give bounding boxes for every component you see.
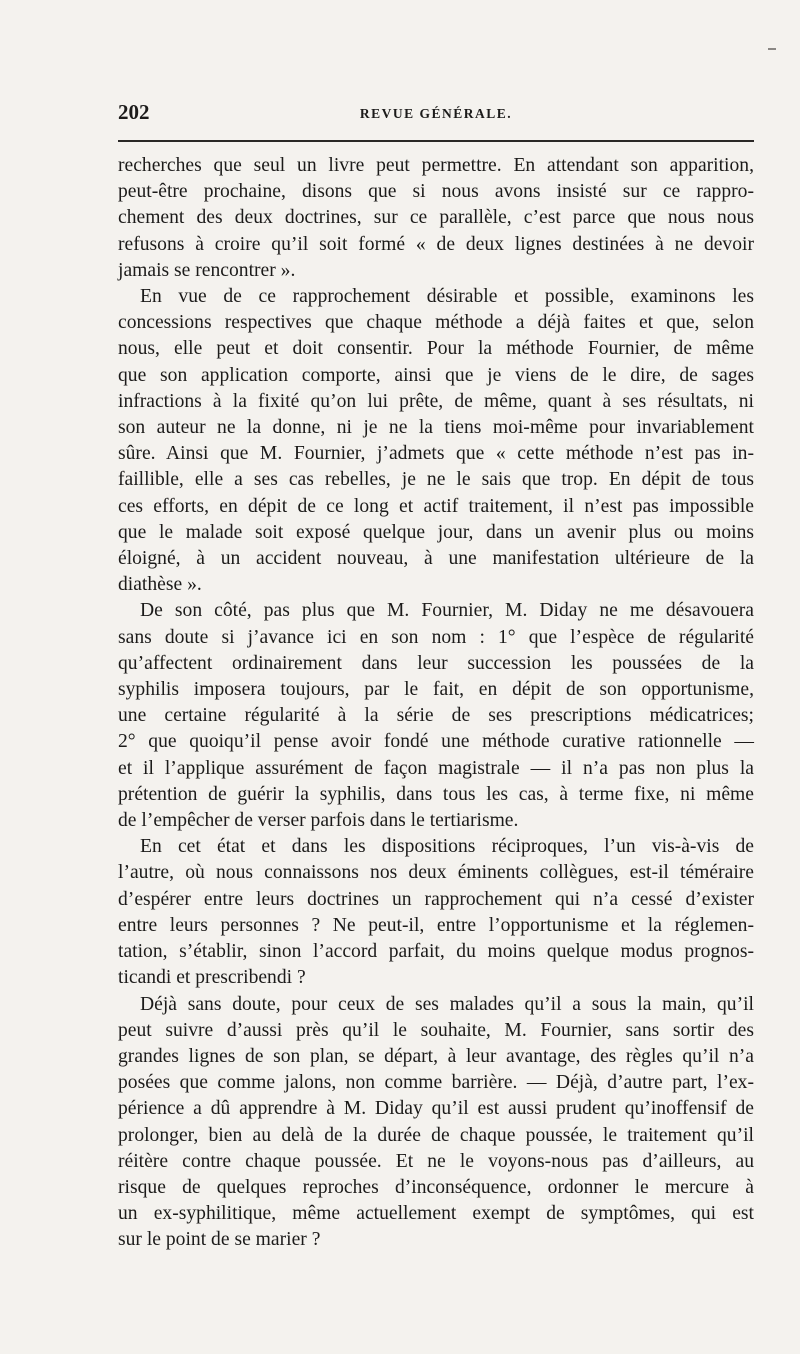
text-line: périence a dû apprendre à M. Diday qu’il est aussi prudent qu’inoffensif de [118,1098,754,1120]
text-line: posées que comme jalons, non comme barrière. — Déjà, d’autre part, l’ex- [118,1072,754,1094]
text-line: chement des deux doctrines, sur ce parallèle, c’est parce que nous nous [118,207,754,229]
header-rule [118,140,754,142]
text-line: sans doute si j’avance ici en son nom : 1° que l’espèce de régularité [118,626,754,648]
text-line: qu’affectent ordinairement dans leur succession les poussées de la [118,652,754,674]
text-line: Déjà sans doute, pour ceux de ses malades qu’il a sous la main, qu’il [140,993,754,1015]
text-line: une certaine régularité à la série de ses prescriptions médicatrices; [118,705,754,727]
text-line: prolonger, bien au delà de la durée de chaque poussée, le traitement qu’il [118,1124,754,1146]
text-line: concessions respectives que chaque méthode a déjà faites et que, selon [118,312,754,334]
text-line: grandes lignes de son plan, se départ, à leur avantage, des règles qu’il n’a [118,1045,754,1067]
text-line: peut suivre d’aussi près qu’il le souhaite, M. Fournier, sans sortir des [118,1019,754,1041]
text-line: que son application comporte, ainsi que je viens de le dire, de sages [118,364,754,386]
text-line: un ex-syphilitique, même actuellement exempt de symptômes, qui est [118,1203,754,1225]
page-header [118,100,754,130]
text-line: ticandi et prescribendi ? [118,967,306,989]
text-line: syphilis imposera toujours, par le fait, en dépit de son opportunisme, [118,679,754,701]
text-line: réitère contre chaque poussée. Et ne le voyons-nous pas d’ailleurs, au [118,1150,754,1172]
text-line: sûre. Ainsi que M. Fournier, j’admets que « cette méthode n’est pas in- [118,443,754,465]
text-line: risque de quelques reproches d’inconséquence, ordonner le mercure à [118,1176,754,1198]
text-line: que le malade soit exposé quelque jour, dans un avenir plus ou moins [118,521,754,543]
text-line: De son côté, pas plus que M. Fournier, M. Diday ne me désavouera [140,600,754,622]
text-line: recherches que seul un livre peut permettre. En attendant son apparition, [118,155,754,176]
text-line: refusons à croire qu’il soit formé « de deux lignes destinées à ne devoir [118,233,754,255]
text-line: prétention de guérir la syphilis, dans tous les cas, à terme fixe, ni même [118,783,754,805]
margin-mark [768,48,776,50]
text-line: infractions à la fixité qu’on lui prête, de même, quant à ses résultats, ni [118,390,754,412]
page-number: 202 [118,100,150,124]
text-line: de l’empêcher de verser parfois dans le tertiarisme. [118,810,519,832]
paragraph [118,992,754,1254]
text-line: En cet état et dans les dispositions réciproques, l’un vis-à-vis de [140,836,754,858]
paragraph [118,284,754,598]
paragraph [118,153,754,284]
paragraph [118,598,754,834]
body-text [118,153,754,1254]
text-line: ces efforts, en dépit de ce long et actif traitement, il n’est pas impossible [118,495,754,517]
text-line: entre leurs personnes ? Ne peut-il, entre l’opportunisme et la réglemen- [118,914,754,936]
text-line: tation, s’établir, sinon l’accord parfait, du moins quelque modus prognos- [118,941,754,963]
text-line: et il l’applique assurément de façon magistrale — il n’a pas non plus la [118,757,754,779]
text-line: nous, elle peut et doit consentir. Pour la méthode Fournier, de même [118,338,754,360]
text-line: peut-être prochaine, disons que si nous avons insisté sur ce rappro- [118,181,754,203]
text-line: faillible, elle a ses cas rebelles, je ne le sais que trop. En dépit de tous [118,469,754,491]
text-line: diathèse ». [118,574,202,596]
running-head: REVUE GÉNÉRALE. [359,106,513,121]
text-line: l’autre, où nous connaissons nos deux éminents collègues, est-il téméraire [118,862,754,884]
paragraph [118,834,754,991]
text-line: son auteur ne la donne, ni je ne la tiens moi-même pour invariablement [118,417,754,439]
text-line: d’espérer entre leurs doctrines un rapprochement qui n’a cessé d’exister [118,888,754,910]
text-line: 2° que quoiqu’il pense avoir fondé une méthode curative rationnelle — [118,731,754,753]
text-line: En vue de ce rapprochement désirable et possible, examinons les [140,286,754,308]
text-line: sur le point de se marier ? [118,1229,321,1251]
text-line: éloigné, à un accident nouveau, à une manifestation ultérieure de la [118,548,754,570]
text-line: jamais se rencontrer ». [118,259,296,281]
